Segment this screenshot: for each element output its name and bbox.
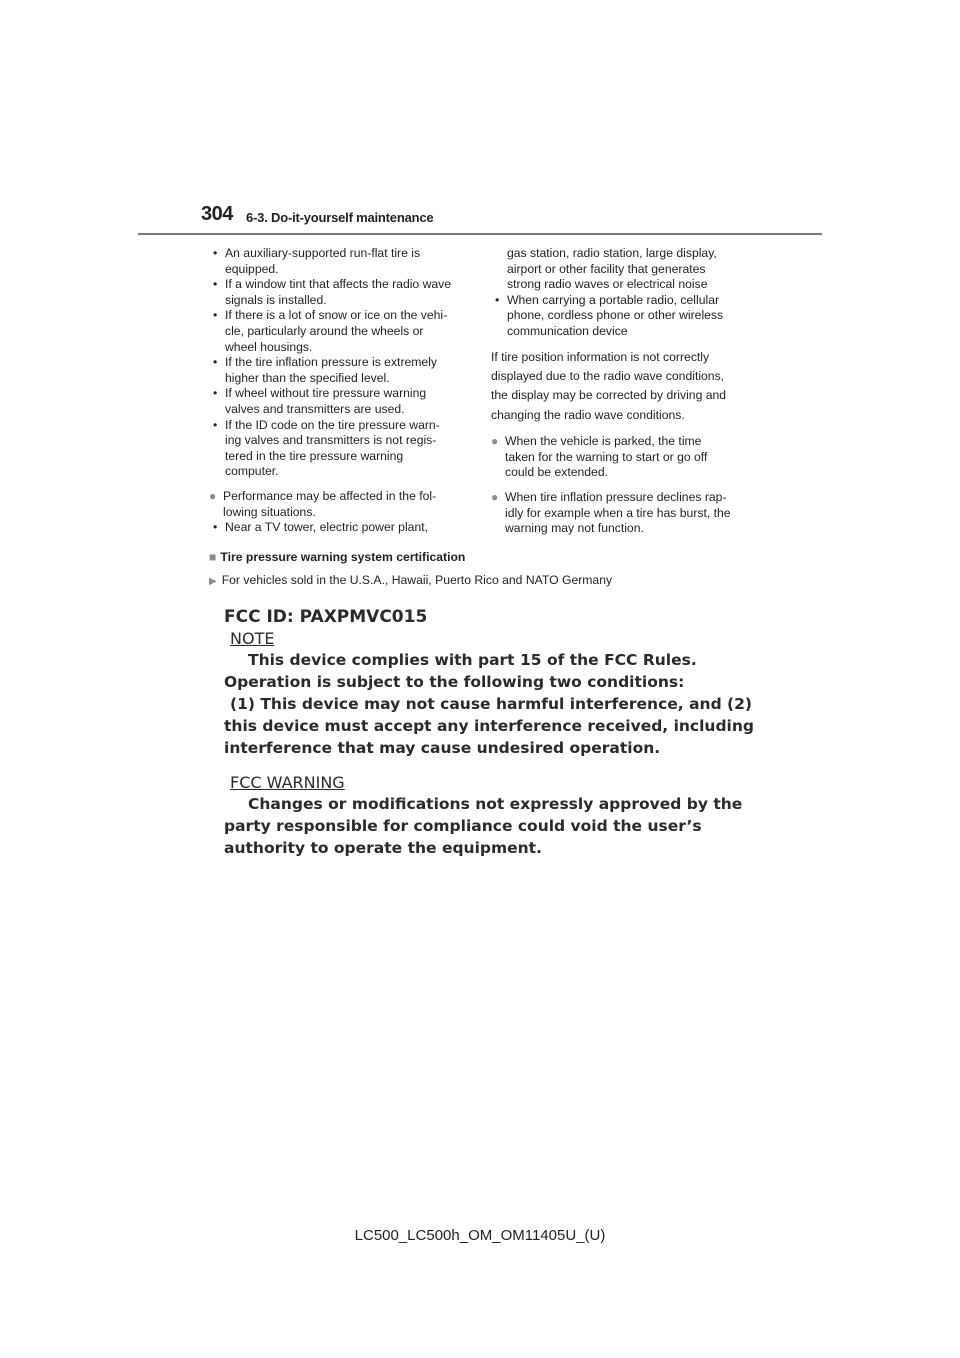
sub-item-portable-radio: [491, 293, 756, 340]
text-line: ing valves and transmitters is not regis-: [225, 433, 437, 448]
sub-item-text: [225, 308, 474, 355]
text-line: strong radio waves or electrical noise: [507, 277, 708, 292]
text-line: When the vehicle is parked, the time: [505, 434, 702, 449]
note-line-2: Operation is subject to the following two conditions:: [224, 673, 685, 691]
dot-marker: •: [213, 520, 218, 535]
text-line: gas station, radio station, large display,: [507, 246, 717, 260]
warning-title: FCC WARNING: [230, 773, 345, 792]
text-line: equipped.: [225, 261, 279, 276]
parked-bullet: [491, 434, 756, 481]
sub-item-near-tv: [209, 520, 474, 536]
circle-bullet-icon: ●: [491, 434, 499, 449]
sub-item: [209, 246, 474, 277]
text-line: valves and transmitters are used.: [225, 401, 405, 416]
dot-marker: •: [495, 292, 500, 307]
text-line: When tire inflation pressure declines rap-: [505, 489, 727, 504]
right-column: [491, 246, 756, 537]
text-line: signals is installed.: [225, 292, 327, 307]
text-line: displayed due to the radio wave conditions,: [491, 368, 725, 383]
sub-item: [209, 308, 474, 355]
text-line: computer.: [225, 464, 279, 479]
parked-text: [505, 434, 756, 481]
triangle-pointer-icon: ▶: [209, 576, 217, 587]
text-line: lowing situations.: [223, 504, 316, 519]
text-line: the display may be corrected by driving and: [491, 388, 727, 403]
page-number: 304: [201, 203, 233, 225]
certification-heading: [209, 550, 465, 564]
sub-item: [209, 418, 474, 480]
text-line: communication device: [507, 323, 628, 338]
dot-marker: •: [213, 308, 218, 323]
dot-marker: •: [213, 417, 218, 432]
text-line: If tire position information is not correctly: [491, 349, 710, 364]
circle-bullet-icon: ●: [209, 488, 217, 503]
sub-item-text: [225, 355, 474, 386]
section-title: 6-3. Do-it-yourself maintenance: [246, 210, 434, 225]
footer-doc-code: LC500_LC500h_OM_OM11405U_(U): [354, 1227, 606, 1244]
warning-line-1: Changes or modifications not expressly approved by the: [248, 795, 743, 813]
burst-bullet: [491, 490, 756, 537]
sub-item: [209, 386, 474, 417]
text-line: warning may not function.: [505, 521, 644, 536]
text-line: phone, cordless phone or other wireless: [507, 308, 724, 323]
continuation-text: [491, 246, 756, 293]
text-line: If a window tint that affects the radio wave: [225, 277, 452, 292]
square-marker-icon: ■: [209, 550, 217, 564]
fcc-id: FCC ID: PAXPMVC015: [224, 607, 428, 627]
text-line: An auxiliary-supported run-flat tire is: [225, 246, 421, 260]
text-line: could be extended.: [505, 465, 608, 480]
left-column: [209, 246, 474, 536]
text-line: cle, particularly around the wheels or: [225, 323, 424, 338]
sub-item: [209, 277, 474, 308]
portable-radio-text: [507, 293, 756, 340]
sub-item-text: [225, 418, 474, 480]
vehicles-text: For vehicles sold in the U.S.A., Hawaii, Puerto Rico and NATO Germany: [221, 573, 613, 587]
text-line: wheel housings.: [225, 339, 313, 354]
text-line: When carrying a portable radio, cellular: [507, 292, 720, 307]
note-line-4: this device must accept any interference received, including: [224, 717, 755, 735]
text-line: If the ID code on the tire pressure warn-: [225, 417, 440, 432]
note-title: NOTE: [230, 629, 275, 648]
dot-marker: •: [213, 277, 218, 292]
sub-item-list: [209, 246, 474, 480]
sub-item-text: [225, 386, 474, 417]
sub-item-text: [225, 246, 474, 277]
radio-conditions-paragraph: [491, 348, 756, 426]
performance-bullet: [209, 489, 474, 520]
text-line: Performance may be affected in the fol-: [223, 488, 437, 503]
sub-item: [209, 355, 474, 386]
text-line: If wheel without tire pressure warning: [225, 386, 427, 401]
text-line: higher than the specified level.: [225, 370, 390, 385]
text-line: tered in the tire pressure warning: [225, 448, 404, 463]
circle-bullet-icon: ●: [491, 489, 499, 504]
text-line: changing the radio wave conditions.: [491, 407, 685, 422]
text-line: idly for example when a tire has burst, the: [505, 505, 731, 520]
text-line: airport or other facility that generates: [507, 261, 706, 276]
vehicles-line: [209, 573, 612, 587]
dot-marker: •: [213, 386, 218, 401]
performance-text: [223, 489, 474, 520]
text-line: If there is a lot of snow or ice on the vehi-: [225, 308, 448, 323]
dot-marker: •: [213, 246, 218, 260]
certification-heading-text: Tire pressure warning system certification: [220, 550, 466, 564]
text-line: If the tire inflation pressure is extremely: [225, 355, 438, 370]
note-line-5: interference that may cause undesired operation.: [224, 739, 661, 757]
header-rule: [138, 233, 822, 235]
note-line-1: This device complies with part 15 of the FCC Rules.: [248, 651, 697, 669]
warning-line-3: authority to operate the equipment.: [224, 839, 542, 857]
warning-line-2: party responsible for compliance could void the user’s: [224, 817, 702, 835]
text-line: taken for the warning to start or go off: [505, 449, 708, 464]
sub-item-text: [225, 277, 474, 308]
fcc-label-image: [218, 602, 758, 864]
dot-marker: •: [213, 355, 218, 370]
note-line-3: (1) This device may not cause harmful interference, and (2): [230, 695, 753, 713]
burst-text: [505, 490, 756, 537]
near-tv-text: Near a TV tower, electric power plant,: [225, 520, 428, 535]
